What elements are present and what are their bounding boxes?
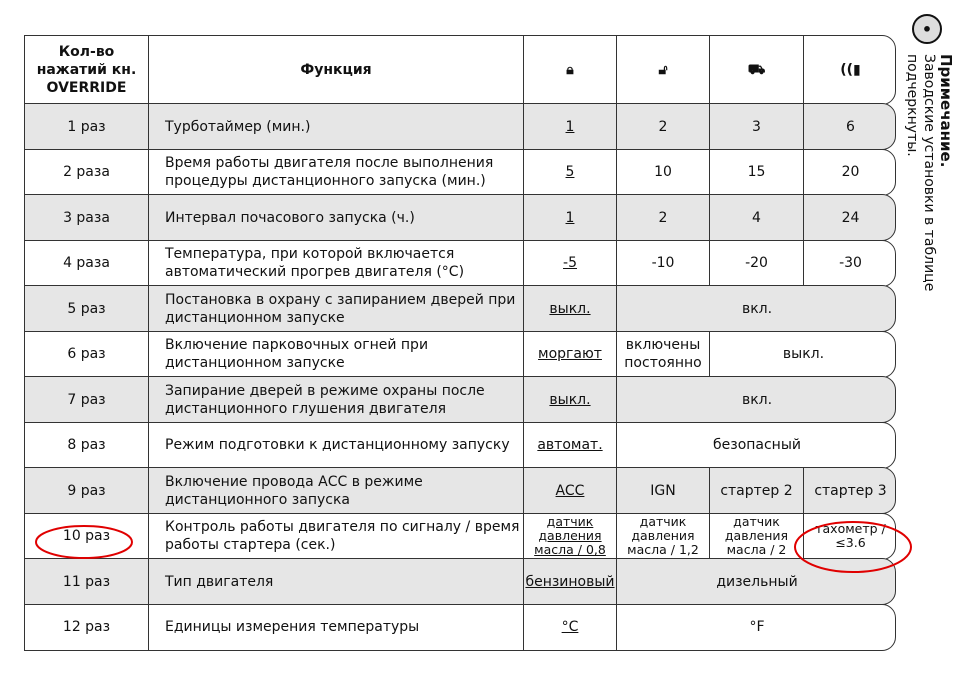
info-icon: • bbox=[912, 14, 942, 44]
setting-value: выкл. bbox=[523, 286, 616, 331]
setting-value: ACC bbox=[523, 468, 616, 513]
setting-value: -30 bbox=[803, 241, 897, 286]
setting-value: 20 bbox=[803, 150, 897, 195]
setting-value: 24 bbox=[803, 195, 897, 240]
function-name: Постановка в охрану с запиранием дверей при дистанционном запуске bbox=[148, 286, 523, 331]
press-count: 12 раз bbox=[62, 619, 111, 635]
setting-value: автомат. bbox=[523, 423, 616, 468]
setting-value: датчик давления масла / 0,8 bbox=[523, 514, 616, 559]
table-row bbox=[24, 376, 896, 423]
press-count: 1 раз bbox=[67, 118, 106, 135]
setting-value: -5 bbox=[523, 241, 616, 286]
setting-value: моргают bbox=[523, 332, 616, 377]
setting-value: 1 bbox=[523, 195, 616, 240]
function-name: Включение парковочных огней при дистанционном запуске bbox=[148, 332, 523, 377]
setting-value: безопасный bbox=[616, 423, 897, 468]
function-name: Единицы измерения температуры bbox=[148, 605, 523, 650]
note bbox=[903, 54, 954, 394]
function-name: Запирание дверей в режиме охраны после дистанционного глушения двигателя bbox=[148, 377, 523, 422]
press-count: 10 раз bbox=[62, 528, 111, 544]
table-row bbox=[24, 558, 896, 605]
setting-value: бензиновый bbox=[523, 559, 616, 604]
siren-mute-icon: ((▮ bbox=[803, 36, 897, 104]
table-row bbox=[24, 194, 896, 241]
setting-value: стартер 2 bbox=[709, 468, 803, 513]
function-name: Включение провода АСС в режиме дистанционного запуска bbox=[148, 468, 523, 513]
setting-value: 5 bbox=[523, 150, 616, 195]
setting-value: 2 bbox=[616, 104, 709, 149]
setting-value: IGN bbox=[616, 468, 709, 513]
setting-value: 4 bbox=[709, 195, 803, 240]
setting-value: 15 bbox=[709, 150, 803, 195]
settings-table bbox=[24, 36, 896, 651]
function-name: Тип двигателя bbox=[148, 559, 523, 604]
setting-value: 1 bbox=[523, 104, 616, 149]
setting-value: 3 bbox=[709, 104, 803, 149]
function-name: Интервал почасового запуска (ч.) bbox=[148, 195, 523, 240]
press-count: 7 раз bbox=[67, 391, 106, 408]
setting-value: °C bbox=[523, 605, 616, 650]
table-row bbox=[24, 331, 896, 378]
setting-value: тахометр / ≤3.6 bbox=[803, 514, 897, 559]
table-row bbox=[24, 467, 896, 514]
header-count: Кол-во нажатий кн. OVERRIDE bbox=[36, 43, 137, 96]
setting-value: 2 bbox=[616, 195, 709, 240]
press-count: 5 раз bbox=[67, 300, 106, 317]
setting-value: выкл. bbox=[523, 377, 616, 422]
setting-value: датчик давления масла / 2 bbox=[709, 514, 803, 559]
function-name: Температура, при которой включается автоматический прогрев двигателя (°С) bbox=[148, 241, 523, 286]
function-name: Режим подготовки к дистанционному запуску bbox=[148, 423, 523, 468]
press-count: 11 раз bbox=[62, 573, 111, 590]
setting-value: датчик давления масла / 1,2 bbox=[616, 514, 709, 559]
table-row bbox=[24, 240, 896, 287]
note-title: Примечание. bbox=[937, 54, 955, 168]
function-name: Время работы двигателя после выполнения процедуры дистанционного запуска (мин.) bbox=[148, 150, 523, 195]
press-count: 6 раз bbox=[67, 346, 106, 362]
setting-value: вкл. bbox=[616, 286, 897, 331]
lock-sleep-icon: 🔒︎ bbox=[523, 36, 616, 104]
press-count: 3 раза bbox=[63, 209, 110, 226]
note-text: Заводские установки в таблице подчеркнуты. bbox=[904, 54, 937, 292]
setting-value: включены постоянно bbox=[616, 332, 709, 377]
table-row bbox=[24, 422, 896, 469]
press-count: 9 раз bbox=[67, 482, 106, 499]
unlock-key-icon: 🔓︎ bbox=[616, 36, 709, 104]
setting-value: 10 bbox=[616, 150, 709, 195]
setting-value: выкл. bbox=[709, 332, 897, 377]
setting-value: °F bbox=[616, 605, 897, 650]
setting-value: вкл. bbox=[616, 377, 897, 422]
table-row bbox=[24, 103, 896, 150]
function-name: Контроль работы двигателя по сигналу / время работы стартера (сек.) bbox=[148, 514, 523, 559]
table-row bbox=[24, 149, 896, 196]
press-count: 4 раза bbox=[63, 255, 110, 271]
header-function: Функция bbox=[148, 36, 523, 104]
setting-value: дизельный bbox=[616, 559, 897, 604]
setting-value: стартер 3 bbox=[803, 468, 897, 513]
car-trunk-icon: ⛟ bbox=[709, 36, 803, 104]
function-name: Турботаймер (мин.) bbox=[148, 104, 523, 149]
table-header bbox=[24, 35, 896, 105]
table-row bbox=[24, 513, 896, 560]
setting-value: 6 bbox=[803, 104, 897, 149]
setting-value: -20 bbox=[709, 241, 803, 286]
table-row bbox=[24, 285, 896, 332]
press-count: 8 раз bbox=[67, 437, 106, 453]
press-count: 2 раза bbox=[63, 164, 110, 180]
table-row bbox=[24, 604, 896, 651]
setting-value: -10 bbox=[616, 241, 709, 286]
